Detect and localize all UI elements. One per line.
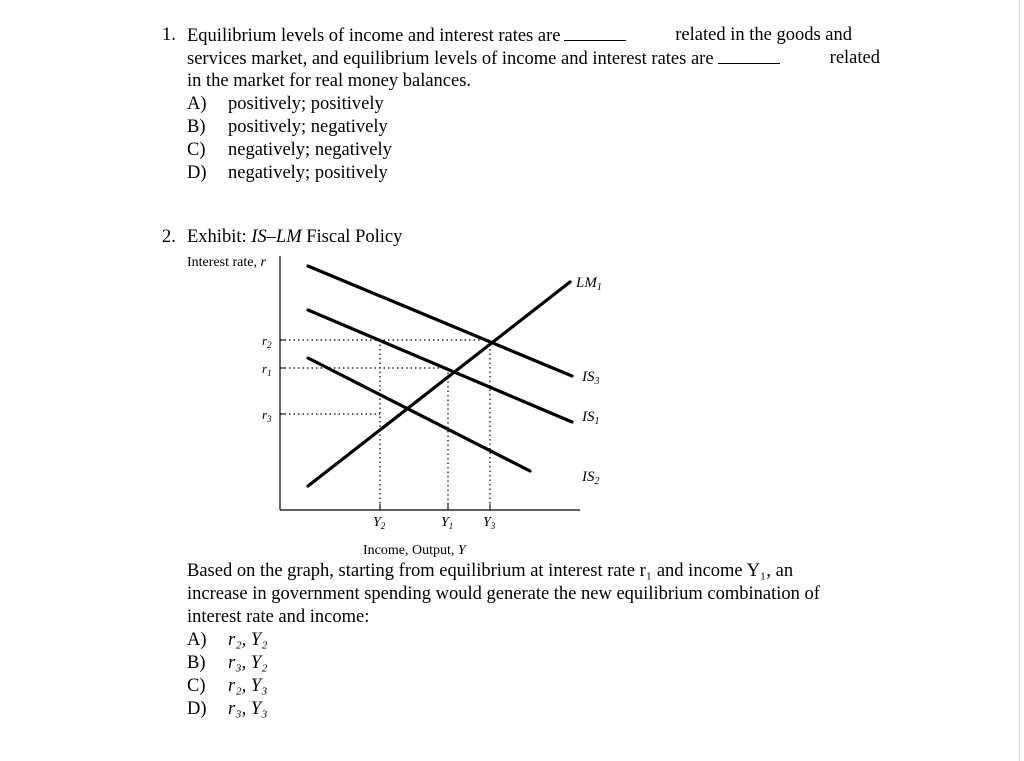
question-2-header bbox=[162, 226, 882, 249]
question-1-line1-left: Equilibrium levels of income and interest rates are bbox=[187, 26, 561, 46]
choice-c: C) negatively; negatively bbox=[187, 140, 392, 160]
choice-b: B) r₃, Y₂ bbox=[187, 653, 268, 673]
question-1-line1-right: related in the goods and bbox=[675, 25, 852, 45]
x-axis-title: Income, Output, Y bbox=[363, 543, 466, 558]
y-tick-r3: $r_3$ bbox=[262, 407, 272, 424]
is1-curve bbox=[308, 310, 572, 422]
page-border bbox=[1019, 0, 1020, 761]
choice-a: A) r₂, Y₂ bbox=[187, 630, 268, 650]
answer-blank-2 bbox=[718, 47, 780, 64]
answer-blank-1 bbox=[564, 24, 626, 41]
stem-line-2: increase in government spending would generate the new equilibrium combination of bbox=[187, 584, 820, 604]
question-2-number: 2. bbox=[162, 227, 176, 247]
question-2-choices bbox=[162, 629, 462, 721]
y-axis-title: Interest rate, r bbox=[187, 255, 266, 270]
label-is2: $IS_2$ bbox=[582, 469, 600, 487]
choice-d: D) r₃, Y₃ bbox=[187, 699, 268, 719]
question-1 bbox=[162, 24, 882, 185]
question-1-number: 1. bbox=[162, 25, 176, 45]
question-1-line2-right: related bbox=[829, 48, 880, 68]
is2-curve bbox=[308, 358, 530, 471]
is-lm-chart bbox=[180, 248, 620, 558]
stem-line-1: Based on the graph, starting from equilibrium at interest rate r₁ and income Y₁, an bbox=[187, 561, 794, 581]
question-2-stem bbox=[187, 560, 887, 629]
is3-curve bbox=[308, 266, 572, 376]
x-tick-y1: $Y_1$ bbox=[441, 515, 454, 531]
label-is3: $IS_3$ bbox=[582, 369, 600, 387]
exhibit-title: Exhibit: IS–LM Fiscal Policy bbox=[187, 227, 403, 247]
choice-b: B) positively; negatively bbox=[187, 117, 388, 137]
y-tick-r1: $r_1$ bbox=[262, 361, 272, 378]
x-tick-y2: $Y_2$ bbox=[373, 515, 386, 531]
choice-c: C) r₂, Y₃ bbox=[187, 676, 268, 696]
question-1-line2-left: services market, and equilibrium levels of income and interest rates are bbox=[187, 49, 714, 69]
x-tick-y3: $Y_3$ bbox=[483, 515, 496, 531]
choice-a: A) positively; positively bbox=[187, 94, 384, 114]
stem-line-3: interest rate and income: bbox=[187, 607, 370, 627]
lm1-curve bbox=[308, 282, 570, 486]
label-is1: $IS_1$ bbox=[582, 409, 600, 427]
y-tick-r2: $r_2$ bbox=[262, 333, 272, 350]
label-lm1: $LM_1$ bbox=[576, 275, 602, 293]
question-1-line3: in the market for real money balances. bbox=[187, 71, 472, 91]
choice-d: D) negatively; positively bbox=[187, 163, 388, 183]
